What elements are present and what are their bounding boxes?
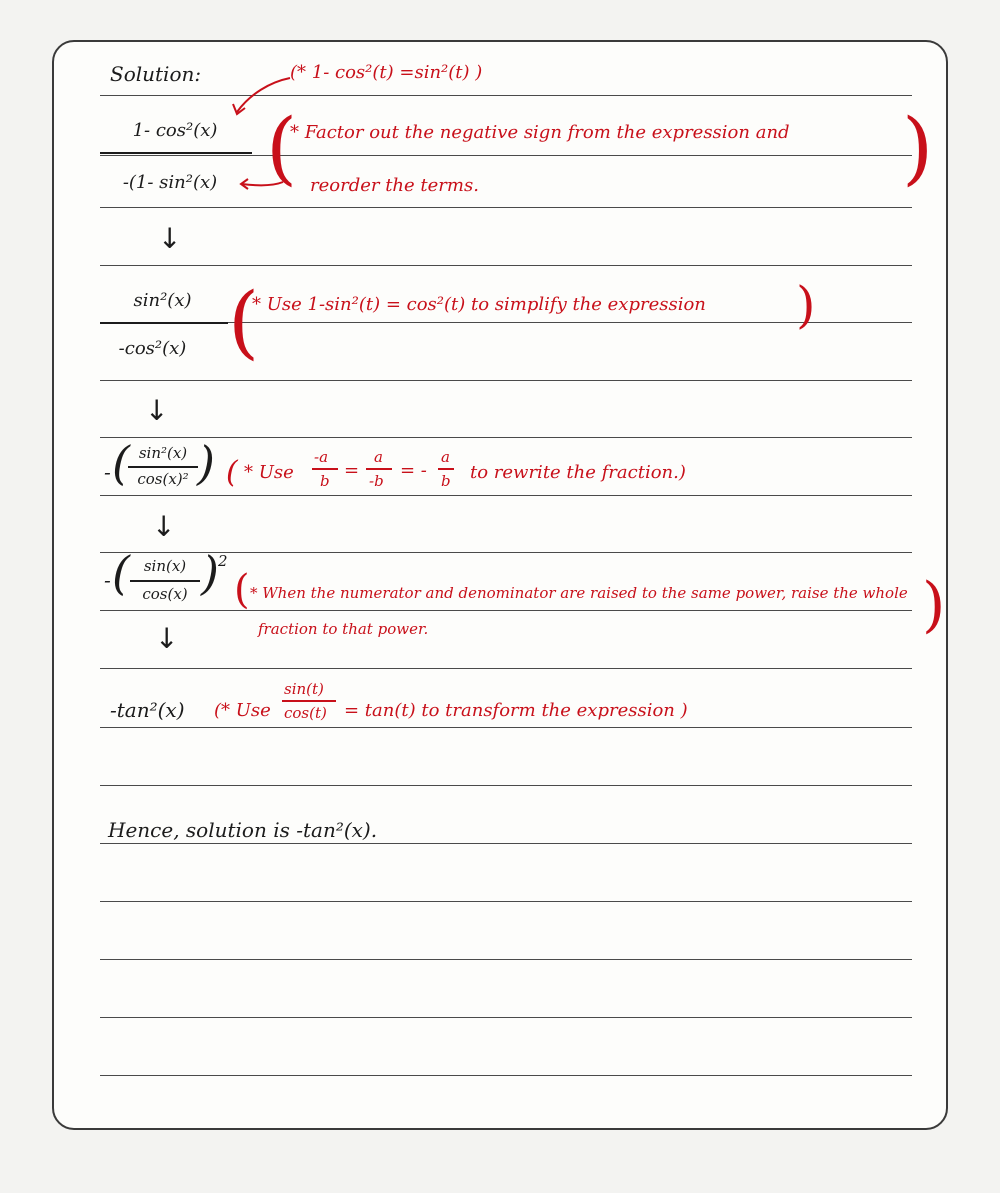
- fraction-bar: [128, 466, 198, 468]
- fraction-bar: [100, 152, 252, 154]
- ruled-line: [100, 437, 912, 438]
- fraction-bar: [130, 580, 200, 582]
- down-arrow-icon: ↓: [155, 622, 179, 655]
- left-paren: (: [226, 455, 238, 490]
- ruled-line: [100, 95, 912, 96]
- equals-sign: =: [344, 460, 360, 481]
- fraction-bar: [366, 468, 392, 470]
- ruled-line: [100, 1017, 912, 1018]
- down-arrow-icon: ↓: [145, 394, 169, 427]
- step3-note-post: to rewrite the fraction.): [470, 462, 686, 483]
- identity-note: (* 1- cos²(t) =sin²(t) ): [290, 62, 483, 83]
- ruled-line: [100, 901, 912, 902]
- right-paren: ): [922, 570, 946, 640]
- step5-expression: -tan²(x): [110, 698, 185, 722]
- rule-c-den: b: [441, 472, 451, 490]
- ruled-line: [100, 785, 912, 786]
- rule-b-den: -b: [369, 472, 384, 490]
- fraction-bar: [312, 468, 338, 470]
- down-arrow-icon: ↓: [152, 510, 176, 543]
- solution-heading: Solution:: [110, 62, 202, 86]
- rule-c-num: a: [441, 448, 450, 466]
- right-paren: ): [201, 546, 219, 600]
- step3-denominator: cos(x)²: [137, 470, 189, 488]
- step4-exponent: 2: [218, 552, 228, 570]
- step3-sign: -: [104, 460, 111, 484]
- step3-note-pre: * Use: [244, 462, 294, 483]
- left-paren: (: [112, 546, 130, 600]
- step1-denominator: -(1- sin²(x): [122, 172, 218, 193]
- step4-denominator: cos(x): [142, 585, 188, 603]
- right-paren: ): [197, 436, 215, 490]
- rule-b-num: a: [374, 448, 383, 466]
- step5-note-num: sin(t): [284, 680, 324, 698]
- step4-numerator: sin(x): [143, 557, 187, 575]
- fraction-bar: [282, 700, 336, 702]
- step5-note-den: cos(t): [284, 704, 327, 722]
- right-paren: ): [902, 101, 934, 194]
- conclusion: Hence, solution is -tan²(x).: [108, 818, 378, 842]
- ruled-line: [100, 668, 912, 669]
- ruled-line: [100, 155, 912, 156]
- step1-note-line1: * Factor out the negative sign from the expression and: [290, 122, 790, 143]
- down-arrow-icon: ↓: [158, 222, 182, 255]
- left-paren: (: [234, 567, 250, 613]
- step4-note-line1: * When the numerator and denominator are raised to the same power, raise the whole: [250, 584, 908, 602]
- step4-note-line2: fraction to that power.: [258, 620, 429, 638]
- ruled-line: [100, 207, 912, 208]
- ruled-line: [100, 727, 912, 728]
- rule-a-num: -a: [314, 448, 329, 466]
- left-paren: (: [112, 436, 130, 490]
- step1-note-line2: reorder the terms.: [310, 175, 479, 196]
- ruled-line: [100, 495, 912, 496]
- ruled-line: [100, 265, 912, 266]
- ruled-line: [100, 843, 912, 844]
- step3-numerator: sin²(x): [138, 444, 188, 462]
- left-paren: (: [266, 101, 298, 194]
- ruled-line: [100, 610, 912, 611]
- fraction-bar: [100, 322, 228, 324]
- step1-numerator: 1- cos²(x): [132, 120, 218, 141]
- right-paren: ): [796, 276, 816, 334]
- step5-note-pre: (* Use: [214, 700, 271, 721]
- ruled-line: [100, 1075, 912, 1076]
- step2-denominator: -cos²(x): [118, 338, 187, 359]
- step5-note-post: = tan(t) to transform the expression ): [344, 700, 688, 721]
- fraction-bar: [438, 468, 454, 470]
- step2-numerator: sin²(x): [133, 290, 192, 311]
- left-paren: (: [228, 275, 260, 368]
- rule-c-prefix: = -: [400, 460, 427, 481]
- step4-sign: -: [104, 568, 111, 592]
- step2-note: * Use 1-sin²(t) = cos²(t) to simplify the expression: [252, 294, 706, 315]
- rule-a-den: b: [320, 472, 330, 490]
- ruled-line: [100, 959, 912, 960]
- ruled-line: [100, 380, 912, 381]
